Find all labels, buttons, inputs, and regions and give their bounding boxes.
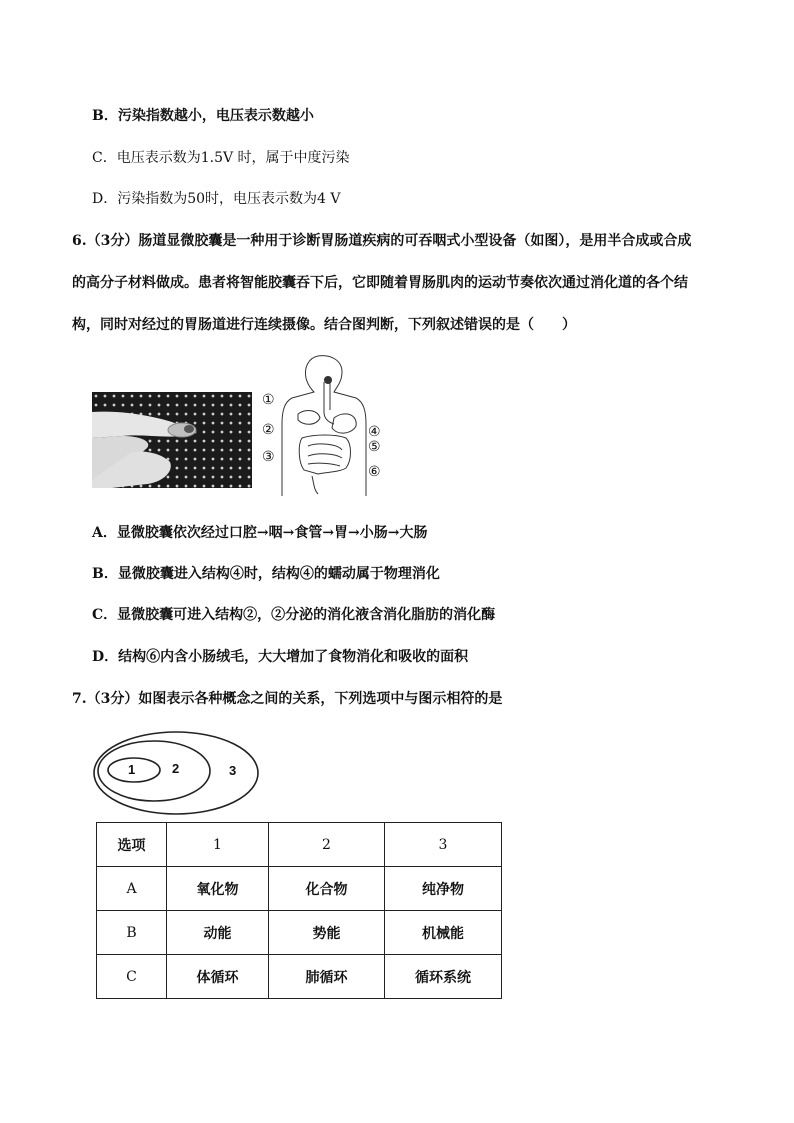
option-q6-d: D．结构⑥内含小肠绒毛，大大增加了食物消化和吸收的面积 — [92, 649, 469, 665]
table-cell: 化合物 — [269, 867, 385, 911]
table-header-cell: 3 — [385, 823, 502, 867]
capsule-photo — [92, 392, 252, 488]
q6-stem-line1: 6.（3分）肠道显微胶囊是一种用于诊断胃肠道疾病的可吞咽式小型设备（如图），是用半合成或合成 — [72, 233, 692, 249]
options-table — [96, 822, 502, 999]
option-q5-d: D．污染指数为50时，电压表示数为4 V — [92, 191, 341, 207]
diagram-label-2: ② — [262, 422, 275, 438]
table-row — [97, 955, 502, 999]
diagram-label-1: ① — [262, 392, 275, 408]
table-cell: 肺循环 — [269, 955, 385, 999]
venn-label-1: 1 — [128, 762, 136, 777]
table-cell: C — [97, 955, 167, 999]
option-q6-c: C．显微胶囊可进入结构②，②分泌的消化液含消化脂肪的消化酶 — [92, 607, 496, 623]
diagram-label-4: ④ — [368, 424, 381, 440]
q6-stem-line3: 构，同时对经过的胃肠道进行连续摄像。结合图判断，下列叙述错误的是（ ） — [72, 317, 576, 333]
venn-label-2: 2 — [172, 761, 180, 776]
option-q5-c: C．电压表示数为1.5V 时，属于中度污染 — [92, 150, 350, 166]
table-cell: B — [97, 911, 167, 955]
table-row — [97, 867, 502, 911]
q7-stem: 7.（3分）如图表示各种概念之间的关系，下列选项中与图示相符的是 — [72, 691, 503, 707]
table-cell: 机械能 — [385, 911, 502, 955]
diagram-label-6: ⑥ — [368, 464, 381, 480]
option-q5-b: B．污染指数越小，电压表示数越小 — [92, 108, 314, 124]
table-header-cell: 选项 — [97, 823, 167, 867]
table-cell: 循环系统 — [385, 955, 502, 999]
diagram-label-3: ③ — [262, 449, 275, 465]
option-q6-a: A．显微胶囊依次经过口腔→咽→食管→胃→小肠→大肠 — [92, 525, 428, 541]
table-cell: 势能 — [269, 911, 385, 955]
table-header-cell: 2 — [269, 823, 385, 867]
table-cell: 氧化物 — [167, 867, 269, 911]
table-cell: 动能 — [167, 911, 269, 955]
table-row — [97, 911, 502, 955]
table-header-cell: 1 — [167, 823, 269, 867]
q6-stem-line2: 的高分子材料做成。患者将智能胶囊吞下后，它即随着胃肠肌肉的运动节奏依次通过消化道的各个结 — [72, 275, 688, 291]
table-header-row — [97, 823, 502, 867]
table-cell: 纯净物 — [385, 867, 502, 911]
option-q6-b: B．显微胶囊进入结构④时，结构④的蠕动属于物理消化 — [92, 566, 440, 582]
table-cell: 体循环 — [167, 955, 269, 999]
table-cell: A — [97, 867, 167, 911]
venn-label-3: 3 — [229, 763, 237, 778]
diagram-label-5: ⑤ — [368, 439, 381, 455]
